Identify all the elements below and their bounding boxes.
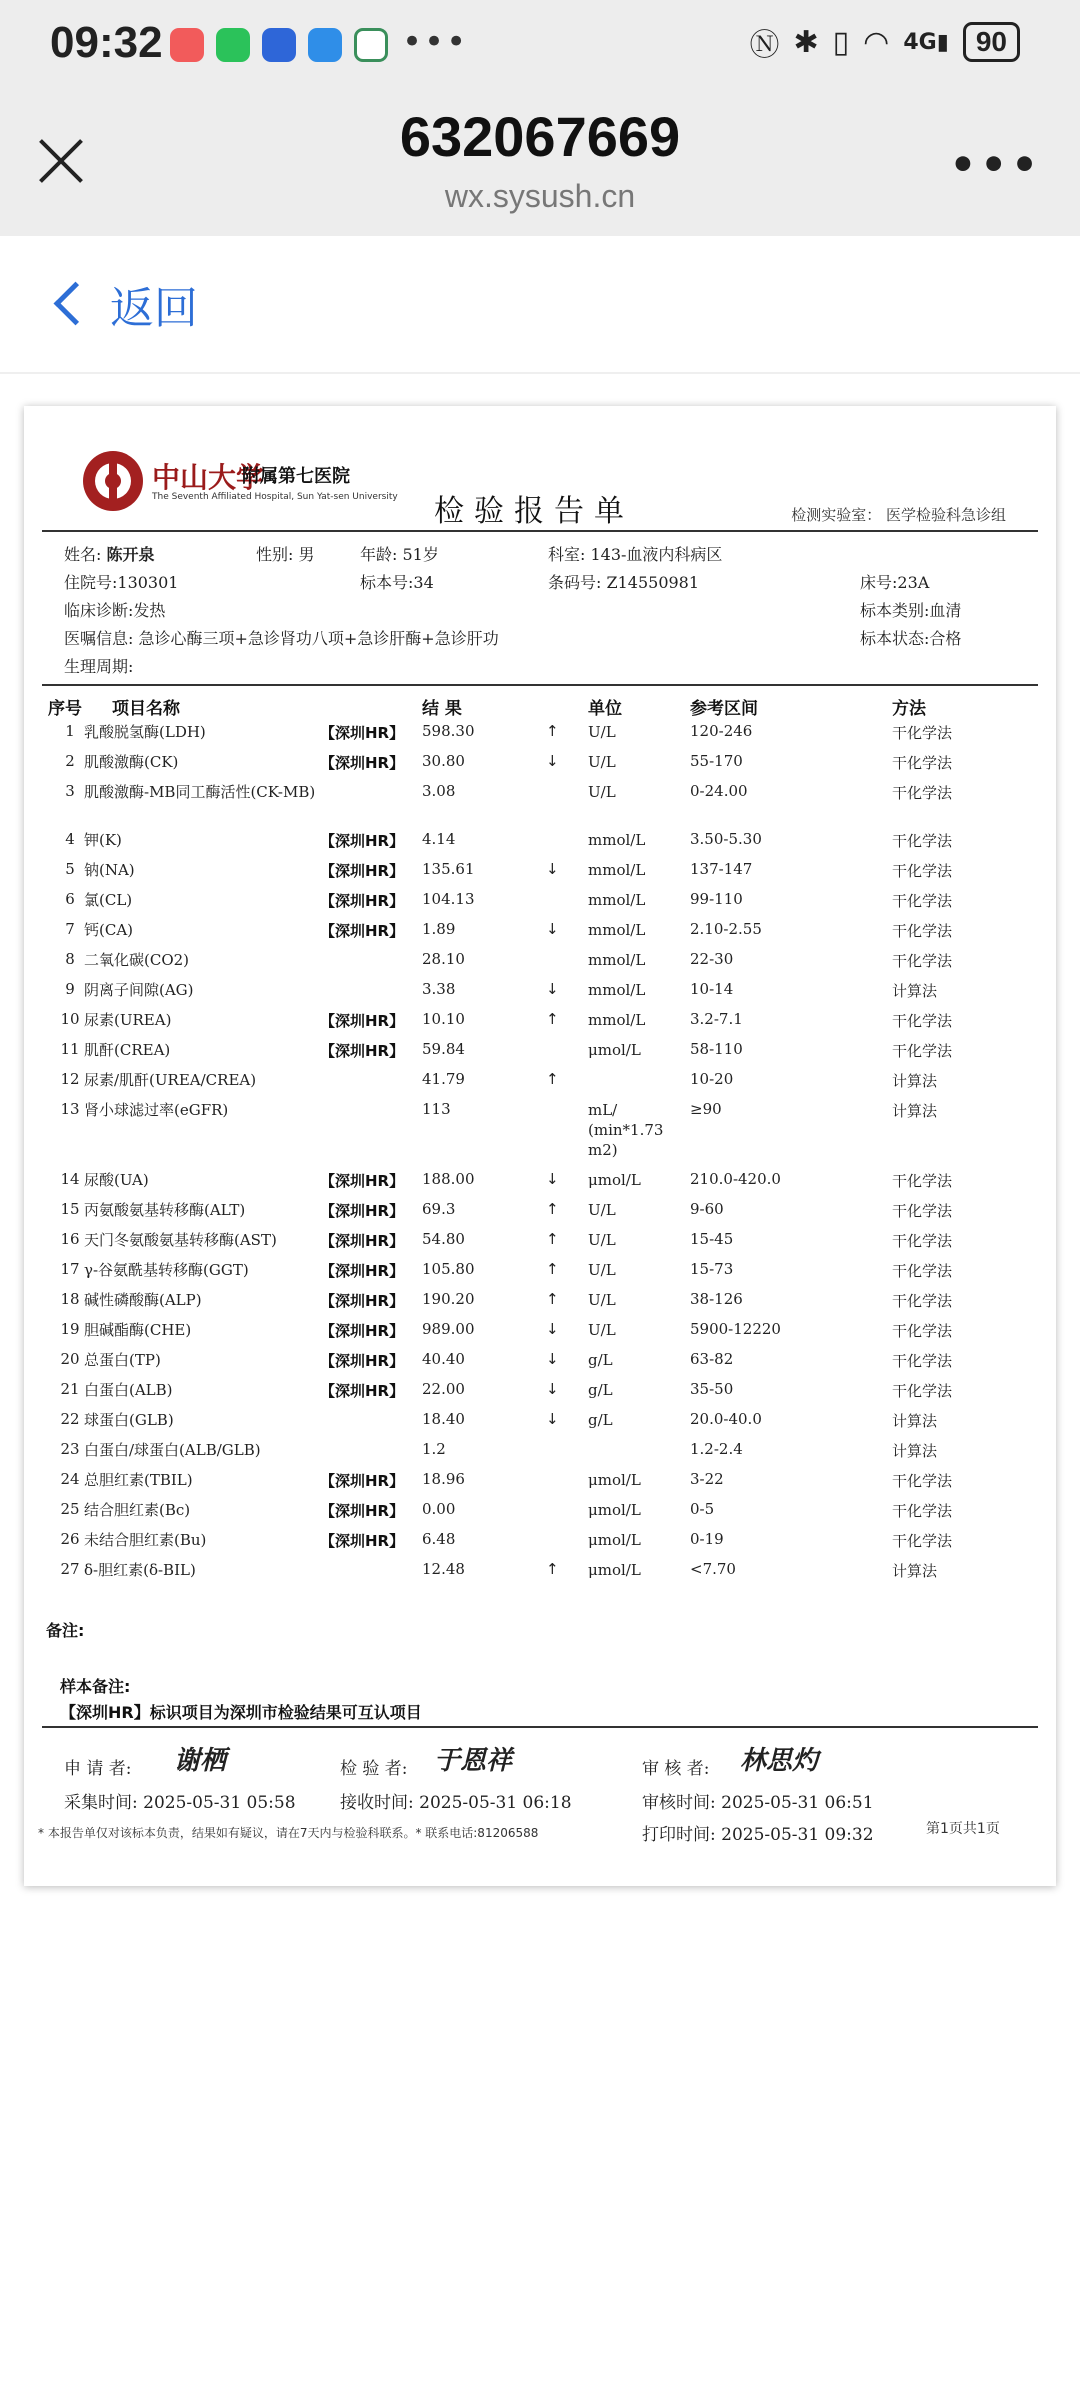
cell-name: 总胆红素(TBIL) <box>84 1471 193 1489</box>
page-title: 632067669 <box>399 105 681 168</box>
cell-ref: 0-5 <box>690 1500 715 1518</box>
cell-no: 26 <box>60 1530 80 1548</box>
cell-flag: 【深圳HR】 <box>320 922 405 940</box>
cell-name: 碱性磷酸酶(ALP) <box>84 1291 202 1309</box>
cell-result: 3.38 <box>422 980 456 998</box>
cell-no: 15 <box>60 1200 80 1218</box>
cell-ref: 137-147 <box>690 860 753 878</box>
cell-result: 1.89 <box>422 920 456 938</box>
cell-name: 肌酐(CREA) <box>84 1041 171 1059</box>
cell-name: 钾(K) <box>84 831 122 849</box>
hospital-name: 中山大学 <box>152 461 265 494</box>
cell-ref: 3.2-7.1 <box>690 1010 743 1028</box>
cell-result: 989.00 <box>422 1320 475 1338</box>
cell-ref: 10-20 <box>690 1070 734 1088</box>
cell-no: 27 <box>60 1560 80 1578</box>
cell-method: 计算法 <box>892 1442 938 1460</box>
cell-method: 干化学法 <box>892 1172 953 1190</box>
cell-no: 18 <box>60 1290 80 1308</box>
col-header-name: 项目名称 <box>112 699 180 719</box>
cell-no: 2 <box>65 752 75 770</box>
cell-method: 计算法 <box>892 1102 938 1120</box>
cell-arrow: ↓ <box>546 752 559 770</box>
cell-result: 41.79 <box>422 1070 465 1088</box>
cell-unit: μmol/L <box>588 1041 641 1059</box>
cell-unit: U/L <box>588 1231 616 1249</box>
sample-remarks-label: 样本备注: <box>60 1677 131 1696</box>
cell-ref: ≥90 <box>690 1100 722 1118</box>
cell-no: 4 <box>65 830 75 848</box>
cell-arrow: ↓ <box>546 1170 559 1188</box>
cell-flag: 【深圳HR】 <box>320 892 405 910</box>
cell-unit: mmol/L <box>588 921 646 939</box>
cell-method: 干化学法 <box>892 1532 953 1550</box>
cell-flag: 【深圳HR】 <box>320 1232 405 1250</box>
patient-name-field: 姓名: 陈开泉 <box>64 545 155 564</box>
cell-method: 干化学法 <box>892 922 953 940</box>
cell-no: 9 <box>65 980 75 998</box>
cell-no: 19 <box>60 1320 80 1338</box>
cell-method: 干化学法 <box>892 892 953 910</box>
vibrate-icon: ▯ <box>832 24 850 60</box>
col-header-unit: 单位 <box>588 699 622 719</box>
cell-arrow: ↓ <box>546 1320 559 1338</box>
cell-ref: 3.50-5.30 <box>690 830 762 848</box>
mail-app-icon <box>170 28 204 62</box>
page-url: wx.sysush.cn <box>444 178 636 214</box>
cell-method: 计算法 <box>892 982 938 1000</box>
inspector-label: 检 验 者: <box>340 1759 408 1779</box>
cell-no: 8 <box>65 950 75 968</box>
cell-no: 23 <box>60 1440 80 1458</box>
wechat-icon <box>216 28 250 62</box>
cell-unit: g/L <box>588 1381 613 1399</box>
applicant-label: 申 请 者: <box>64 1759 132 1779</box>
cell-result: 135.61 <box>422 860 475 878</box>
cell-ref: 15-45 <box>690 1230 734 1248</box>
cell-name: 球蛋白(GLB) <box>84 1411 174 1429</box>
cell-unit: U/L <box>588 1321 616 1339</box>
cell-name: 钙(CA) <box>84 921 134 939</box>
cell-flag: 【深圳HR】 <box>320 862 405 880</box>
cell-ref: 99-110 <box>690 890 743 908</box>
cell-name: 肾小球滤过率(eGFR) <box>84 1101 229 1119</box>
cell-unit: μmol/L <box>588 1531 641 1549</box>
cell-unit: μmol/L <box>588 1471 641 1489</box>
reviewer-signature: 林思灼 <box>740 1746 819 1776</box>
cell-result: 10.10 <box>422 1010 465 1028</box>
cell-name: γ-谷氨酰基转移酶(GGT) <box>84 1261 249 1279</box>
cell-flag: 【深圳HR】 <box>320 1262 405 1280</box>
cell-flag: 【深圳HR】 <box>320 1042 405 1060</box>
inspector-signature: 于恩祥 <box>434 1746 513 1776</box>
cell-no: 13 <box>60 1100 80 1118</box>
more-notifications-icon: ••• <box>402 22 469 62</box>
order-info: 医嘱信息: 急诊心酶三项+急诊肾功八项+急诊肝酶+急诊肝功 <box>64 629 499 648</box>
cell-name: 总蛋白(TP) <box>84 1351 161 1369</box>
cell-name: 尿素(UREA) <box>84 1011 172 1029</box>
col-header-no: 序号 <box>48 699 82 719</box>
cell-result: 104.13 <box>422 890 475 908</box>
cell-result: 190.20 <box>422 1290 475 1308</box>
cell-flag: 【深圳HR】 <box>320 1472 405 1490</box>
cell-method: 干化学法 <box>892 1232 953 1250</box>
cell-result: 188.00 <box>422 1170 475 1188</box>
cell-result: 12.48 <box>422 1560 465 1578</box>
patient-sex: 性别: 男 <box>256 545 315 564</box>
cell-result: 3.08 <box>422 782 456 800</box>
cell-name: 二氧化碳(CO2) <box>84 951 190 969</box>
hospital-english-name: The Seventh Affiliated Hospital, Sun Yat-sen University <box>152 492 398 502</box>
cell-unit: mmol/L <box>588 891 646 909</box>
cell-arrow: ↓ <box>546 980 559 998</box>
inpatient-number: 住院号:130301 <box>64 573 179 592</box>
cell-name: 乳酸脱氢酶(LDH) <box>84 723 206 741</box>
cell-name: 阴离子间隙(AG) <box>84 981 194 999</box>
cell-result: 40.40 <box>422 1350 465 1368</box>
cell-ref: 5900-12220 <box>690 1320 781 1338</box>
cell-name: 氯(CL) <box>84 891 133 909</box>
specimen-number: 标本号:34 <box>360 573 434 592</box>
divider <box>42 684 1038 686</box>
cell-result: 105.80 <box>422 1260 475 1278</box>
hospital-subname: 附属第七医院 <box>242 466 350 487</box>
chat-app-icon <box>354 28 388 62</box>
patient-age: 年龄: 51岁 <box>360 545 439 564</box>
cell-name: 尿素/肌酐(UREA/CREA) <box>84 1071 257 1089</box>
cell-unit: U/L <box>588 1261 616 1279</box>
cell-flag: 【深圳HR】 <box>320 1322 405 1340</box>
disclaimer: * 本报告单仅对该标本负责，结果如有疑议，请在7天内与检验科联系。* 联系电话:81206588 <box>38 1826 539 1840</box>
report-title: 检验报告单 <box>434 494 634 529</box>
cell-no: 3 <box>65 782 75 800</box>
cell-method: 干化学法 <box>892 754 953 772</box>
cell-ref: 20.0-40.0 <box>690 1410 762 1428</box>
cell-unit: mmol/L <box>588 951 646 969</box>
cell-result: 30.80 <box>422 752 465 770</box>
divider <box>42 1726 1038 1728</box>
cell-flag: 【深圳HR】 <box>320 1202 405 1220</box>
cell-method: 干化学法 <box>892 784 953 802</box>
barcode-number: 条码号: Z14550981 <box>548 573 700 592</box>
cell-no: 24 <box>60 1470 80 1488</box>
page-number: 第1页共1页 <box>926 1821 1000 1837</box>
hospital-logo-icon <box>78 446 148 516</box>
cell-ref: 15-73 <box>690 1260 734 1278</box>
cell-arrow: ↓ <box>546 1380 559 1398</box>
cell-method: 干化学法 <box>892 1042 953 1060</box>
cell-arrow: ↑ <box>546 1230 559 1248</box>
bed-number: 床号:23A <box>860 573 930 592</box>
cell-ref: 120-246 <box>690 722 753 740</box>
cell-ref: 0-19 <box>690 1530 724 1548</box>
cell-result: 6.48 <box>422 1530 456 1548</box>
cell-unit: mmol/L <box>588 861 646 879</box>
cell-unit: mmol/L <box>588 831 646 849</box>
cell-method: 干化学法 <box>892 1382 953 1400</box>
cell-name: 天门冬氨酸氨基转移酶(AST) <box>84 1231 277 1249</box>
cell-ref: 1.2-2.4 <box>690 1440 743 1458</box>
cell-method: 干化学法 <box>892 1502 953 1520</box>
cell-result: 54.80 <box>422 1230 465 1248</box>
cell-method: 干化学法 <box>892 1352 953 1370</box>
browser-header <box>0 0 1080 236</box>
cell-result: 28.10 <box>422 950 465 968</box>
cell-unit: μmol/L <box>588 1171 641 1189</box>
cell-result: 598.30 <box>422 722 475 740</box>
specimen-type: 标本类别:血清 <box>860 601 962 620</box>
cell-flag: 【深圳HR】 <box>320 1012 405 1030</box>
cell-no: 7 <box>65 920 75 938</box>
cell-name: 白蛋白/球蛋白(ALB/GLB) <box>84 1441 261 1459</box>
cell-arrow: ↑ <box>546 722 559 740</box>
signal-icon: 4G▮ <box>903 29 949 55</box>
cell-result: 113 <box>422 1100 451 1118</box>
cell-method: 干化学法 <box>892 1292 953 1310</box>
cell-arrow: ↑ <box>546 1560 559 1578</box>
cell-name: 未结合胆红素(Bu) <box>84 1531 207 1549</box>
cell-unit: U/L <box>588 1201 616 1219</box>
cell-method: 干化学法 <box>892 1012 953 1030</box>
cell-flag: 【深圳HR】 <box>320 1382 405 1400</box>
cell-unit: U/L <box>588 783 616 801</box>
cell-method: 干化学法 <box>892 1262 953 1280</box>
cell-ref: 22-30 <box>690 950 734 968</box>
cell-no: 5 <box>65 860 75 878</box>
cell-method: 干化学法 <box>892 1202 953 1220</box>
cell-flag: 【深圳HR】 <box>320 1292 405 1310</box>
cell-unit: U/L <box>588 723 616 741</box>
more-menu-icon[interactable]: ••• <box>949 140 1042 189</box>
cell-name: 尿酸(UA) <box>84 1171 149 1189</box>
lab-info: 检测实验室： 医学检验科急诊组 <box>791 506 1006 524</box>
app-notification-icon <box>262 28 296 62</box>
cell-method: 干化学法 <box>892 1322 953 1340</box>
cell-ref: 35-50 <box>690 1380 734 1398</box>
divider <box>42 530 1038 532</box>
bluetooth-icon: ✱ <box>793 24 819 60</box>
cell-name: 胆碱酯酶(CHE) <box>84 1321 192 1339</box>
cell-result: 18.40 <box>422 1410 465 1428</box>
cell-no: 21 <box>60 1380 80 1398</box>
cell-ref: 38-126 <box>690 1290 743 1308</box>
cell-result: 0.00 <box>422 1500 456 1518</box>
cell-arrow: ↑ <box>546 1010 559 1028</box>
col-header-result: 结 果 <box>422 699 462 719</box>
cell-no: 11 <box>60 1040 80 1058</box>
cell-no: 1 <box>65 722 75 740</box>
cell-method: 计算法 <box>892 1072 938 1090</box>
back-button[interactable]: 返回 <box>110 283 198 334</box>
cell-ref: 55-170 <box>690 752 743 770</box>
cell-arrow: ↓ <box>546 1350 559 1368</box>
applicant-signature: 谢栖 <box>174 1746 227 1776</box>
cell-no: 22 <box>60 1410 80 1428</box>
wifi-icon: ◠ <box>863 24 890 60</box>
cell-method: 计算法 <box>892 1412 938 1430</box>
cell-name: 丙氨酸氨基转移酶(ALT) <box>84 1201 246 1219</box>
cell-unit: μmol/L <box>588 1561 641 1579</box>
cell-unit: g/L <box>588 1411 613 1429</box>
cell-unit: g/L <box>588 1351 613 1369</box>
cell-flag: 【深圳HR】 <box>320 1172 405 1190</box>
chevron-left-icon[interactable] <box>54 282 98 326</box>
specimen-status: 标本状态:合格 <box>860 629 962 648</box>
cell-ref: 2.10-2.55 <box>690 920 762 938</box>
cell-no: 14 <box>60 1170 80 1188</box>
remarks-label: 备注: <box>46 1621 85 1640</box>
cell-arrow: ↑ <box>546 1070 559 1088</box>
cell-name: 钠(NA) <box>84 861 135 879</box>
cell-arrow: ↑ <box>546 1260 559 1278</box>
print-time: 打印时间: 2025-05-31 09:32 <box>642 1825 874 1845</box>
cell-result: 22.00 <box>422 1380 465 1398</box>
cell-unit: mmol/L <box>588 981 646 999</box>
status-time: 09:32 <box>50 18 163 67</box>
nfc-icon: Ⓝ <box>749 28 780 63</box>
cell-no: 12 <box>60 1070 80 1088</box>
cell-name: 结合胆红素(Bc) <box>84 1501 191 1519</box>
status-bar <box>0 0 1080 90</box>
cell-flag: 【深圳HR】 <box>320 724 405 742</box>
patient-dept: 科室: 143-血液内科病区 <box>548 545 723 564</box>
cell-no: 10 <box>60 1010 80 1028</box>
cell-arrow: ↑ <box>546 1200 559 1218</box>
cell-ref: <7.70 <box>690 1560 736 1578</box>
cell-method: 干化学法 <box>892 724 953 742</box>
cell-method: 干化学法 <box>892 1472 953 1490</box>
cell-unit: U/L <box>588 1291 616 1309</box>
cell-flag: 【深圳HR】 <box>320 1502 405 1520</box>
sample-note: 【深圳HR】标识项目为深圳市检验结果可互认项目 <box>60 1703 422 1722</box>
cell-arrow: ↑ <box>546 1290 559 1308</box>
battery-icon: 90 <box>963 22 1020 62</box>
cell-ref: 63-82 <box>690 1350 734 1368</box>
back-bar <box>0 236 1080 374</box>
cell-no: 25 <box>60 1500 80 1518</box>
cell-name: 肌酸激酶(CK) <box>84 753 179 771</box>
cell-result: 18.96 <box>422 1470 465 1488</box>
cell-name: 肌酸激酶-MB同工酶活性(CK-MB) <box>84 783 316 801</box>
cell-ref: 9-60 <box>690 1200 724 1218</box>
collect-time: 采集时间: 2025-05-31 05:58 <box>64 1793 296 1813</box>
cell-ref: 58-110 <box>690 1040 743 1058</box>
cell-ref: 210.0-420.0 <box>690 1170 781 1188</box>
cell-method: 干化学法 <box>892 952 953 970</box>
cell-flag: 【深圳HR】 <box>320 832 405 850</box>
review-time: 审核时间: 2025-05-31 06:51 <box>642 1793 874 1813</box>
cell-method: 干化学法 <box>892 862 953 880</box>
cell-arrow: ↓ <box>546 1410 559 1428</box>
message-app-icon <box>308 28 342 62</box>
cell-no: 17 <box>60 1260 80 1278</box>
cell-result: 69.3 <box>422 1200 456 1218</box>
cell-unit: mL/ (min*1.73 m2) <box>588 1101 664 1159</box>
cell-unit: U/L <box>588 753 616 771</box>
cell-name: 白蛋白(ALB) <box>84 1381 173 1399</box>
cell-flag: 【深圳HR】 <box>320 1352 405 1370</box>
reviewer-label: 审 核 者: <box>642 1759 710 1779</box>
cell-method: 计算法 <box>892 1562 938 1580</box>
cell-no: 20 <box>60 1350 80 1368</box>
lab-report <box>24 406 1056 1886</box>
physiological-cycle: 生理周期: <box>64 657 134 676</box>
system-icons <box>750 20 1020 64</box>
cell-flag: 【深圳HR】 <box>320 754 405 772</box>
cell-ref: 10-14 <box>690 980 734 998</box>
col-header-ref: 参考区间 <box>690 699 758 719</box>
cell-result: 1.2 <box>422 1440 446 1458</box>
cell-name: δ-胆红素(δ-BIL) <box>84 1561 196 1579</box>
cell-arrow: ↓ <box>546 920 559 938</box>
cell-result: 59.84 <box>422 1040 465 1058</box>
receive-time: 接收时间: 2025-05-31 06:18 <box>340 1793 572 1813</box>
cell-method: 干化学法 <box>892 832 953 850</box>
cell-ref: 0-24.00 <box>690 782 748 800</box>
cell-arrow: ↓ <box>546 860 559 878</box>
patient-name: 陈开泉 <box>106 545 155 564</box>
cell-no: 6 <box>65 890 75 908</box>
cell-no: 16 <box>60 1230 80 1248</box>
cell-unit: μmol/L <box>588 1501 641 1519</box>
cell-flag: 【深圳HR】 <box>320 1532 405 1550</box>
clinical-diagnosis: 临床诊断:发热 <box>64 601 166 620</box>
cell-result: 4.14 <box>422 830 456 848</box>
cell-ref: 3-22 <box>690 1470 724 1488</box>
cell-unit: mmol/L <box>588 1011 646 1029</box>
col-header-method: 方法 <box>892 699 926 719</box>
